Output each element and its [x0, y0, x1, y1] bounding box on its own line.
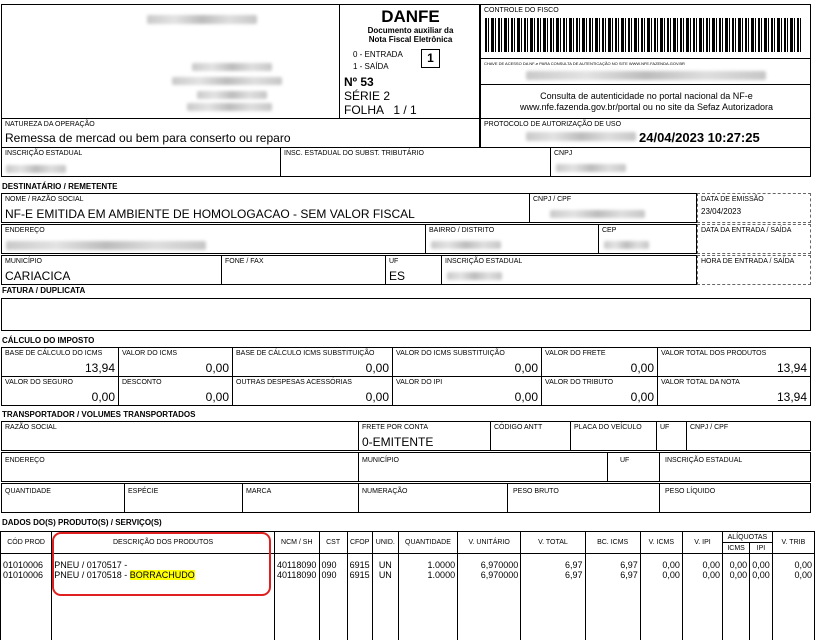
cell-vipi: 0,00: [682, 554, 722, 571]
imposto-label: DESCONTO: [122, 379, 162, 386]
imposto-value: 0,00: [365, 361, 389, 375]
entrada-label: 0 - ENTRADA: [353, 50, 403, 59]
col-header: V. UNITÁRIO: [458, 532, 521, 554]
dest-endereco-label: ENDEREÇO: [5, 227, 45, 234]
dest-hora-box: [697, 255, 811, 285]
danfe-title: DANFE: [381, 7, 440, 26]
natureza-value: Remessa de mercad ou bem para conserto ou reparo: [5, 131, 291, 145]
dest-municipio-label: MUNICÍPIO: [5, 258, 42, 265]
protocolo-redacted: [526, 132, 636, 141]
col-header: QUANTIDADE: [398, 532, 457, 554]
transp-numeracao-box: [358, 483, 508, 513]
imposto-cell: [232, 376, 393, 406]
cell-vicms: 0,00: [640, 570, 682, 580]
protocolo-label: PROTOCOLO DE AUTORIZAÇÃO DE USO: [484, 121, 622, 128]
emit-cnpj-box: [550, 147, 811, 177]
cell-cst: 090: [319, 554, 347, 571]
transp-endereco-label: ENDEREÇO: [5, 457, 45, 464]
imposto-label: VALOR DO TRIBUTO: [545, 379, 614, 386]
emitente-box: [1, 4, 340, 119]
emitente-address-redacted: [172, 77, 282, 85]
cell-bcicms: 6,97: [585, 570, 640, 580]
dest-endereco-box: [1, 224, 426, 254]
danfe-subtitle: Nota Fiscal Eletrônica: [368, 35, 453, 44]
transp-frete-box: [358, 421, 491, 451]
controle-fisco-label: CONTROLE DO FISCO: [484, 7, 559, 14]
emit-cnpj-redacted: [556, 164, 626, 172]
cell-aipi: 0,00: [750, 554, 773, 571]
transp-peso-bruto-box: [507, 483, 660, 513]
imposto-cell: [392, 376, 542, 406]
dest-cnpj-redacted: [550, 210, 645, 218]
imposto-value: 0,00: [514, 390, 538, 404]
transp-placa-label: PLACA DO VEÍCULO: [574, 424, 642, 431]
destinatario-section: DESTINATÁRIO / REMETENTE: [2, 182, 118, 191]
imposto-cell: [118, 347, 233, 377]
imposto-label: BASE DE CÁLCULO ICMS SUBSTITUIÇÃO: [236, 350, 375, 357]
cell-unid: UN: [372, 554, 398, 571]
dest-ie-label: INSCRIÇÃO ESTADUAL: [445, 258, 523, 265]
col-header: NCM / SH: [275, 532, 320, 554]
natureza-box: [1, 118, 480, 148]
col-header: UNID.: [372, 532, 398, 554]
cell-vunit: 6,970000: [458, 554, 521, 571]
transp-ie-box: [659, 452, 811, 482]
imposto-section: CÁLCULO DO IMPOSTO: [2, 336, 95, 345]
protocolo-datetime: 24/04/2023 10:27:25: [639, 130, 760, 145]
chave-acesso-redacted: [526, 71, 766, 80]
cell-vtotal: 6,97: [521, 554, 585, 571]
dest-entrada-saida-label: DATA DA ENTRADA / SAÍDA: [701, 227, 792, 234]
tipo-operacao: 1: [421, 49, 440, 68]
cell-vtotal: 6,97: [521, 570, 585, 580]
imposto-label: VALOR DO ICMS SUBSTITUIÇÃO: [396, 350, 505, 357]
dest-emissao-label: DATA DE EMISSÃO: [701, 196, 764, 203]
desc-highlight: BORRACHUDO: [129, 570, 195, 580]
nf-folha: FOLHA 1 / 1: [344, 103, 417, 117]
dest-nome-box: [1, 193, 530, 223]
transp-marca-label: MARCA: [246, 488, 272, 495]
imposto-label: VALOR TOTAL DA NOTA: [661, 379, 740, 386]
dest-cnpj-box: [529, 193, 697, 223]
cell-aicms: 0,00: [723, 570, 750, 580]
dest-bairro-box: [425, 224, 599, 254]
dest-cep-box: [598, 224, 697, 254]
dest-municipio-box: [1, 255, 222, 285]
cell-ncm: 40118090: [275, 554, 320, 571]
cell-vicms: 0,00: [640, 554, 682, 571]
dest-cep-redacted: [604, 241, 649, 249]
dest-cep-label: CEP: [602, 227, 617, 234]
emit-ie-box: [1, 147, 281, 177]
desc-text: PNEU / 0170517 -: [54, 560, 128, 570]
col-header: CST: [319, 532, 347, 554]
imposto-value: 0,00: [630, 390, 654, 404]
dest-entrada-saida-box: [697, 224, 811, 254]
col-header: V. IPI: [682, 532, 722, 554]
danfe-subtitle: Documento auxiliar da: [367, 26, 454, 35]
transp-municipio-box: [358, 452, 608, 482]
dest-uf-label: UF: [389, 258, 399, 265]
cell-aicms: 0,00: [723, 554, 750, 571]
transp-uf2-label: UF: [620, 457, 630, 464]
imposto-cell: [541, 347, 658, 377]
transp-razao-box: [1, 421, 359, 451]
transp-cnpj-label: CNPJ / CPF: [690, 424, 729, 431]
transp-frete-value: 0-EMITENTE: [362, 435, 434, 449]
imposto-value: 13,94: [776, 390, 807, 404]
imposto-cell: [541, 376, 658, 406]
dest-ie-redacted: [447, 272, 502, 280]
transp-peso-bruto-label: PESO BRUTO: [513, 488, 559, 495]
dest-hora-label: HORA DE ENTRADA / SAÍDA: [701, 258, 795, 265]
cell-cod: 01010006: [1, 554, 52, 571]
dest-uf-box: [385, 255, 442, 285]
transp-especie-label: ESPÉCIE: [128, 488, 159, 495]
transp-municipio-label: MUNICÍPIO: [362, 457, 399, 464]
dest-fone-label: FONE / FAX: [225, 258, 264, 265]
imposto-value: 0,00: [365, 390, 389, 404]
imposto-value: 0,00: [205, 361, 229, 375]
transp-cnpj-box: [686, 421, 811, 451]
imposto-label: OUTRAS DESPESAS ACESSÓRIAS: [236, 379, 352, 386]
cell-cst: 090: [319, 570, 347, 580]
col-header: ICMS: [723, 543, 750, 554]
imposto-cell: [118, 376, 233, 406]
imposto-label: VALOR DO ICMS: [122, 350, 178, 357]
col-header: CFOP: [347, 532, 372, 554]
transportador-section: TRANSPORTADOR / VOLUMES TRANSPORTADOS: [2, 410, 196, 419]
imposto-label: VALOR DO IPI: [396, 379, 443, 386]
fatura-box: [1, 298, 811, 331]
produtos-section: DADOS DO(S) PRODUTO(S) / SERVIÇO(S): [2, 518, 162, 527]
emitente-address-redacted: [192, 63, 272, 71]
nf-serie: SÉRIE 2: [344, 89, 391, 103]
dest-bairro-redacted: [431, 241, 501, 249]
imposto-label: VALOR DO FRETE: [545, 350, 606, 357]
cell-vtrib: 0,00: [772, 554, 814, 571]
emit-ie-st-label: INSC. ESTADUAL DO SUBST. TRIBUTÁRIO: [284, 150, 424, 157]
transp-peso-liquido-label: PESO LÍQUIDO: [665, 488, 716, 495]
emit-ie-label: INSCRIÇÃO ESTADUAL: [5, 150, 83, 157]
emitente-address-redacted: [197, 91, 267, 99]
dest-fone-box: [221, 255, 386, 285]
cell-vtrib: 0,00: [772, 570, 814, 580]
emitente-address-redacted: [187, 103, 272, 111]
desc-text: PNEU / 0170518 -: [54, 570, 130, 580]
imposto-label: VALOR DO SEGURO: [5, 379, 73, 386]
col-header: ALÍQUOTAS: [723, 532, 773, 543]
fatura-section: FATURA / DUPLICATA: [2, 286, 86, 295]
transp-uf-label: UF: [660, 424, 670, 431]
transp-qtd-box: [1, 483, 125, 513]
imposto-cell: [1, 376, 119, 406]
col-header: V. TRIB: [772, 532, 814, 554]
dest-cnpj-label: CNPJ / CPF: [533, 196, 572, 203]
imposto-value: 13,94: [84, 361, 115, 375]
cell-cod: 01010006: [1, 570, 52, 580]
consulta-box: [480, 84, 811, 119]
imposto-value: 0,00: [205, 390, 229, 404]
dest-ie-box: [441, 255, 697, 285]
cell-bcicms: 6,97: [585, 554, 640, 571]
chave-acesso-box: [480, 58, 811, 85]
transp-numeracao-label: NUMERAÇÃO: [362, 488, 408, 495]
imposto-value: 0,00: [91, 390, 115, 404]
transp-marca-box: [242, 483, 359, 513]
nf-number: Nº 53: [344, 75, 374, 89]
cell-ncm: 40118090: [275, 570, 320, 580]
dest-nome-value: NF-E EMITIDA EM AMBIENTE DE HOMOLOGACAO - SEM VALOR FISCAL: [5, 207, 415, 221]
transp-frete-label: FRETE POR CONTA: [362, 424, 428, 431]
imposto-cell: [657, 376, 811, 406]
imposto-cell: [657, 347, 811, 377]
emit-ie-st-box: [280, 147, 551, 177]
cell-vipi: 0,00: [682, 570, 722, 580]
transp-razao-label: RAZÃO SOCIAL: [5, 424, 57, 431]
cell-qtd: 1.0000: [398, 570, 457, 580]
imposto-label: BASE DE CÁLCULO DO ICMS: [5, 350, 103, 357]
barcode: [485, 18, 803, 52]
transp-uf-box: [656, 421, 687, 451]
highlight-annotation-box: [52, 532, 271, 596]
dest-emissao-value: 23/04/2023: [701, 207, 742, 216]
cell-cfop: 6915: [347, 554, 372, 571]
col-header: IPI: [750, 543, 773, 554]
chave-acesso-label: CHAVE DE ACESSO DA NF-e PARA CONSULTA DE AUTENTICAÇÃO NO SITE WWW.NFE.FAZENDA.GOV.BR: [484, 61, 685, 66]
dest-nome-label: NOME / RAZÃO SOCIAL: [5, 196, 84, 203]
dest-bairro-label: BAIRRO / DISTRITO: [429, 227, 495, 234]
transp-peso-liquido-box: [659, 483, 811, 513]
col-header: DESCRIÇÃO DOS PRODUTOS: [52, 532, 275, 554]
saida-label: 1 - SAÍDA: [353, 62, 389, 71]
protocolo-box: [480, 118, 811, 148]
col-header: V. TOTAL: [521, 532, 585, 554]
emit-cnpj-label: CNPJ: [554, 150, 573, 157]
cell-unid: UN: [372, 570, 398, 580]
imposto-value: 0,00: [514, 361, 538, 375]
col-header: V. ICMS: [640, 532, 682, 554]
transp-endereco-box: [1, 452, 359, 482]
imposto-value: 13,94: [776, 361, 807, 375]
natureza-label: NATUREZA DA OPERAÇÃO: [5, 121, 95, 128]
transp-qtd-label: QUANTIDADE: [5, 488, 51, 495]
emit-ie-redacted: [6, 165, 66, 173]
dest-endereco-redacted: [6, 241, 206, 250]
transp-uf2-box: [607, 452, 660, 482]
dest-emissao-box: [697, 193, 811, 223]
imposto-cell: [232, 347, 393, 377]
transp-especie-box: [124, 483, 243, 513]
col-header: CÓD PROD: [1, 532, 52, 554]
transp-ie-label: INSCRIÇÃO ESTADUAL: [665, 457, 743, 464]
cell-vunit: 6,970000: [458, 570, 521, 580]
imposto-cell: [1, 347, 119, 377]
transp-placa-box: [570, 421, 657, 451]
transp-antt-label: CÓDIGO ANTT: [494, 424, 543, 431]
col-header: BC. ICMS: [585, 532, 640, 554]
cell-qtd: 1.0000: [398, 554, 457, 571]
imposto-label: VALOR TOTAL DOS PRODUTOS: [661, 350, 767, 357]
imposto-cell: [392, 347, 542, 377]
cell-aipi: 0,00: [750, 570, 773, 580]
imposto-value: 0,00: [630, 361, 654, 375]
dest-uf-value: ES: [389, 269, 406, 283]
dest-municipio-value: CARIACICA: [5, 269, 71, 283]
cell-cfop: 6915: [347, 570, 372, 580]
transp-antt-box: [490, 421, 571, 451]
emitente-name-redacted: [147, 15, 257, 24]
consulta-text: Consulta de autenticidade no portal nacional da NF-e: [540, 91, 753, 101]
danfe-box: [339, 4, 480, 119]
consulta-text: www.nfe.fazenda.gov.br/portal ou no site da Sefaz Autorizadora: [520, 102, 773, 112]
controle-fisco-box: [480, 4, 811, 59]
